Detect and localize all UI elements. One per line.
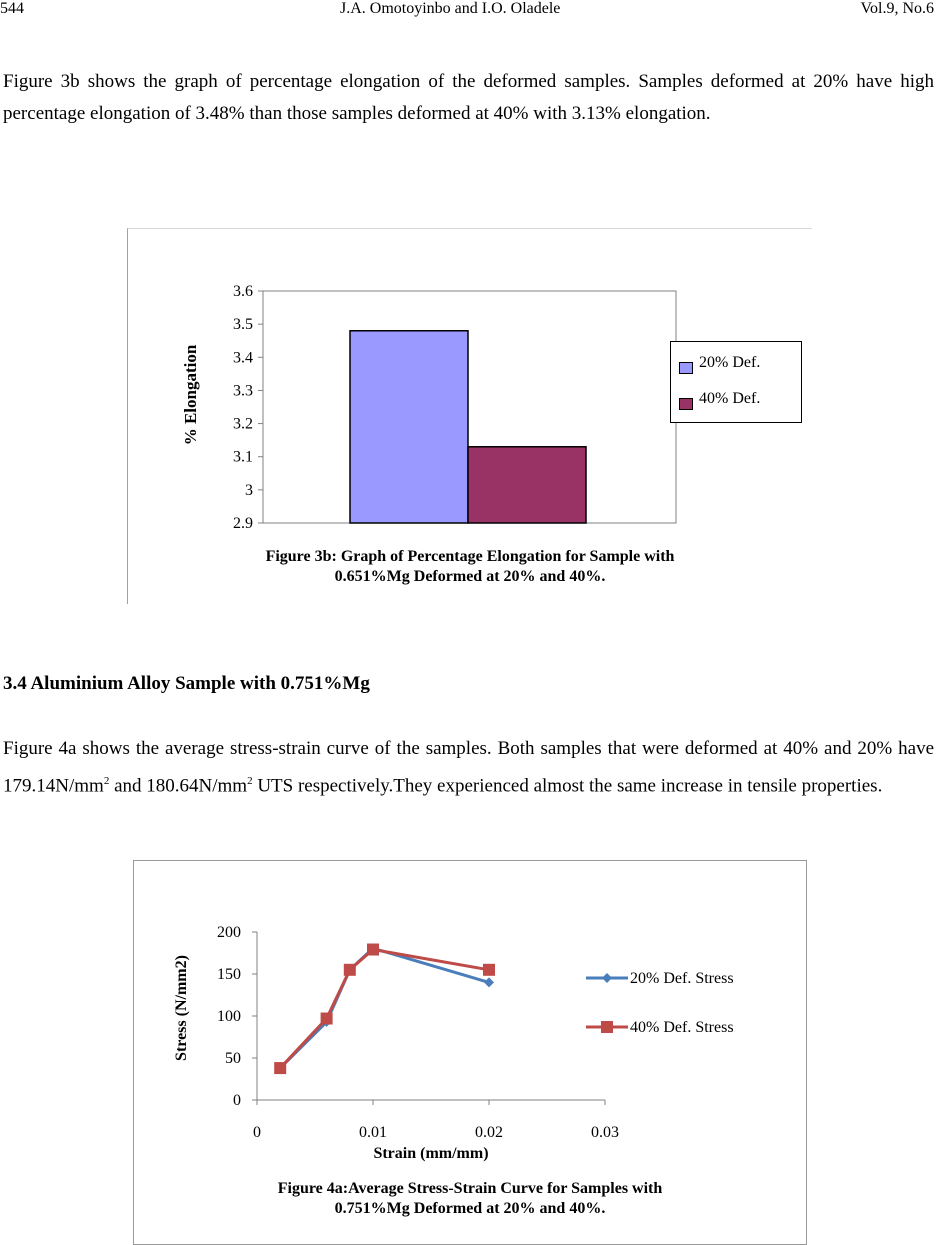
legend-marker-20 xyxy=(602,973,612,983)
point-20-4 xyxy=(484,977,494,987)
y-tick-label: 3.2 xyxy=(233,415,253,433)
legend-swatch-40 xyxy=(679,398,693,410)
legend-swatch-20 xyxy=(679,362,693,374)
y-tick-label: 3 xyxy=(245,481,253,499)
running-title: J.A. Omotoyinbo and I.O. Oladele xyxy=(340,0,561,17)
y-tick-label: 0 xyxy=(233,1092,241,1109)
bar-20 xyxy=(350,331,468,523)
legend-label-20: 20% Def. Stress xyxy=(630,970,734,987)
chart1-legend xyxy=(670,341,802,423)
y-tick-label: 3.5 xyxy=(233,316,253,334)
y-tick-label: 3.3 xyxy=(233,382,253,400)
paragraph-figure-3b: Figure 3b shows the graph of percentage elongation of the deformed samples. Samples deformed at 20% have high percentage elongation of 3.48% than those samples deformed at 40% with 3.13% elongation. xyxy=(3,71,934,124)
series-line-40 xyxy=(280,950,489,1069)
y-tick-label: 200 xyxy=(217,924,241,941)
y-axis-label: Stress (N/mm2) xyxy=(173,955,190,1061)
x-tick-label: 0.01 xyxy=(359,1124,387,1141)
y-tick-label: 3.1 xyxy=(233,448,253,466)
point-40-4 xyxy=(483,964,495,976)
paragraph-figure-4a xyxy=(3,733,934,802)
y-axis-label: % Elongation xyxy=(181,344,200,446)
para2-text-1: Figure 4a shows the average stress-strain curve of the samples. Both samples that were deformed at 40% and 20% have 179.14N/mm xyxy=(3,738,934,797)
section-heading: 3.4 Aluminium Alloy Sample with 0.751%Mg xyxy=(3,673,370,694)
y-tick-label: 50 xyxy=(225,1050,241,1067)
page-number: 544 xyxy=(0,0,24,17)
point-40-1 xyxy=(321,1013,333,1025)
x-tick-label: 0 xyxy=(253,1124,261,1141)
x-axis-label: Strain (mm/mm) xyxy=(373,1145,489,1162)
caption-line-2: 0.751%Mg Deformed at 20% and 40%. xyxy=(334,1200,606,1217)
figure-4a xyxy=(133,860,807,1245)
superscript: 2 xyxy=(247,775,253,787)
point-40-3 xyxy=(367,944,379,956)
caption-line-1: Figure 4a:Average Stress-Strain Curve for Samples with xyxy=(277,1180,663,1197)
caption-line-1: Figure 3b: Graph of Percentage Elongation for Sample with xyxy=(265,548,675,565)
caption-line-2: 0.651%Mg Deformed at 20% and 40%. xyxy=(334,568,606,585)
series-line-20 xyxy=(280,948,489,1068)
point-40-0 xyxy=(274,1062,286,1074)
legend-label-40: 40% Def. Stress xyxy=(630,1019,734,1036)
figure-3b-caption xyxy=(128,547,812,587)
y-tick-label: 100 xyxy=(217,1008,241,1025)
bar-40 xyxy=(468,447,586,523)
para2-text-2: and 180.64N/mm xyxy=(109,775,248,797)
y-tick-label: 2.9 xyxy=(233,515,253,532)
y-tick-label: 150 xyxy=(217,966,241,983)
para2-text-3: UTS respectively.They experienced almost the same increase in tensile properties. xyxy=(252,775,883,797)
superscript: 2 xyxy=(103,775,110,787)
y-tick-label: 3.6 xyxy=(233,283,253,300)
point-40-2 xyxy=(344,964,356,976)
legend-label-20: 20% Def. xyxy=(699,354,761,371)
y-tick-label: 3.4 xyxy=(233,349,253,367)
x-tick-label: 0.02 xyxy=(475,1124,503,1141)
x-tick-label: 0.03 xyxy=(591,1124,619,1141)
volume-info: Vol.9, No.6 xyxy=(860,0,934,17)
page-header xyxy=(0,0,937,22)
figure-3b xyxy=(127,228,812,604)
legend-marker-40 xyxy=(601,1021,613,1033)
legend-label-40: 40% Def. xyxy=(699,390,761,407)
figure-4a-caption xyxy=(134,1179,806,1219)
